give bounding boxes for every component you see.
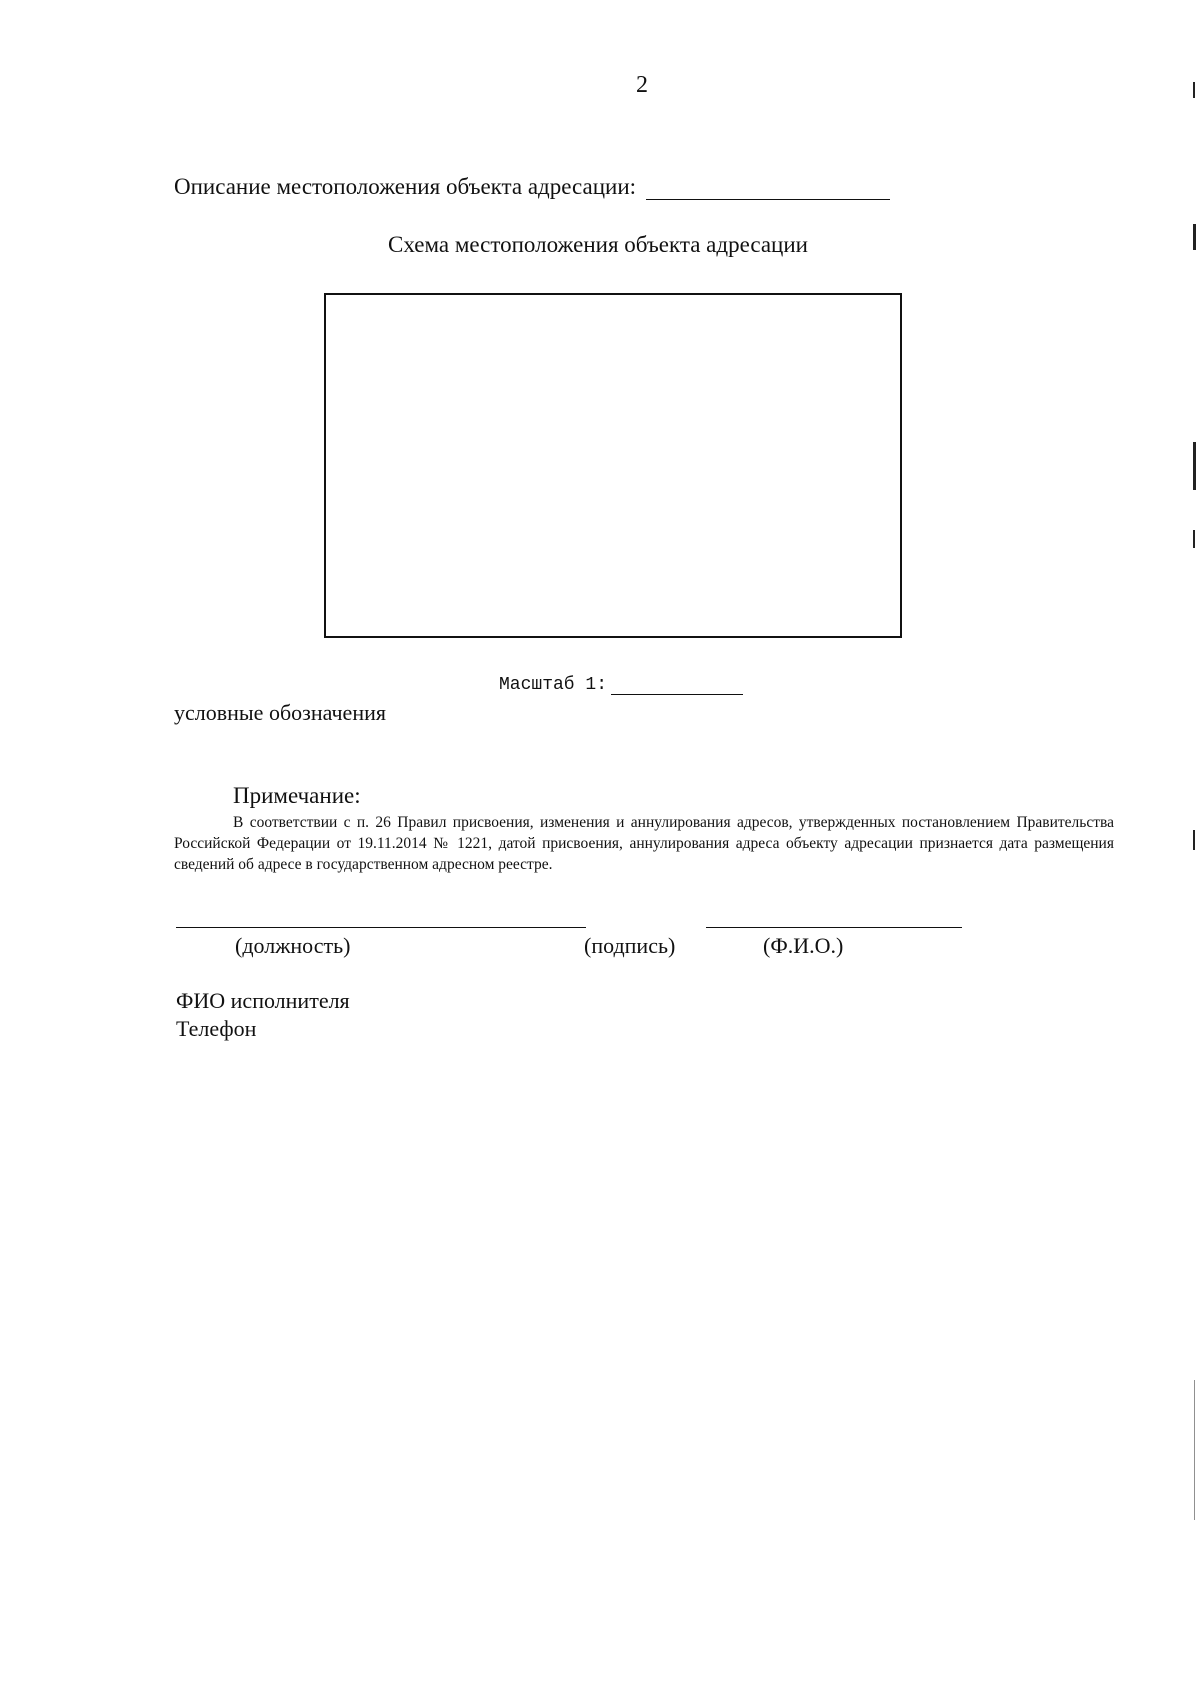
page-number: 2 [636,72,648,98]
scan-artifact [1193,830,1195,850]
location-description-blank [646,177,890,200]
position-caption: (должность) [235,933,351,958]
position-signature-line [176,927,586,928]
scan-artifact [1193,224,1196,250]
scan-artifact [1193,442,1196,490]
scan-artifact [1193,82,1195,98]
scan-artifact [1194,1380,1195,1520]
scale-row [499,675,743,695]
phone-label: Телефон [176,1016,257,1041]
location-description-row [174,174,890,200]
location-description-label: Описание местоположения объекта адресации: [174,174,637,199]
note-heading: Примечание: [233,783,361,808]
name-caption: (Ф.И.О.) [763,933,844,958]
scheme-frame [324,293,902,638]
scan-artifact [1193,530,1195,548]
scale-blank [611,676,743,695]
scale-label: Масштаб 1: [499,675,608,695]
note-text: В соответствии с п. 26 Правил присвоения, изменения и аннулирования адресов, утвержденных постановлением Правительства Российской Федерации от 19.11.2014 № 1221, датой присвоения, аннулирования адреса объекту адресации признается дата размещения сведений об адресе в государственном адресном реестре. [174,814,1114,873]
scheme-title: Схема местоположения объекта адресации [388,232,808,257]
legend-label: условные обозначения [174,700,386,725]
executor-label: ФИО исполнителя [176,988,350,1013]
name-signature-line [706,927,962,928]
signature-caption: (подпись) [584,933,676,958]
